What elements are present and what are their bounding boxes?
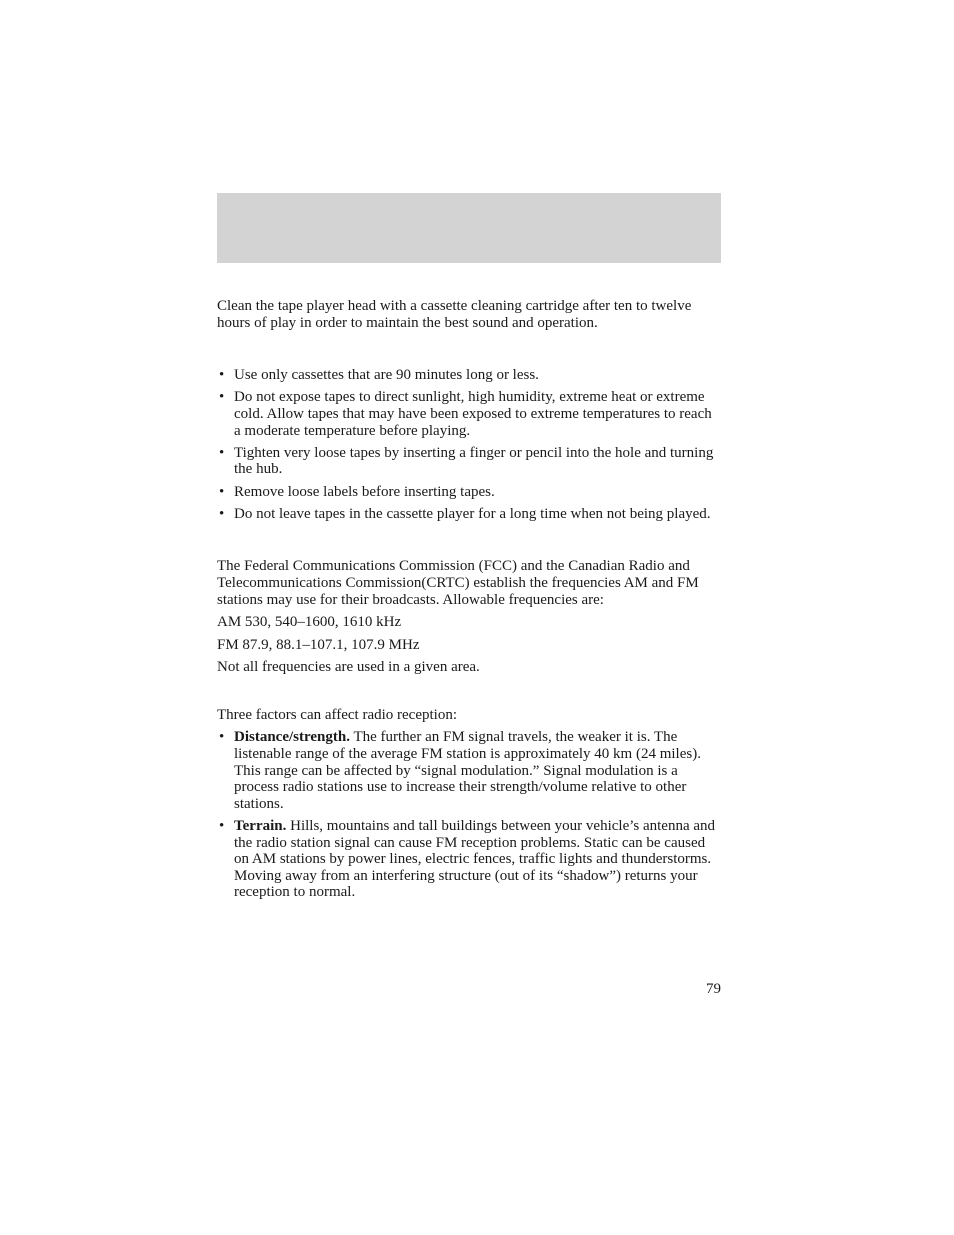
list-item xyxy=(217,818,722,901)
cassette-care-list xyxy=(217,367,722,522)
list-item: • Do not expose tapes to direct sunlight, high humidity, extreme heat or extreme cold. Allow tapes that may have been exposed to extreme temperatures to reach a moderate temperature before playing. xyxy=(217,389,722,439)
reception-intro: Three factors can affect radio reception: xyxy=(217,706,457,723)
frequencies-note: Not all frequencies are used in a given area. xyxy=(217,659,480,676)
list-item: • Do not leave tapes in the cassette player for a long time when not being played. xyxy=(217,506,722,523)
list-item: • Tighten very loose tapes by inserting a finger or pencil into the hole and turning the hub. xyxy=(217,445,722,478)
factor-term: Terrain. xyxy=(234,818,287,835)
page-content xyxy=(217,298,722,901)
tape-head-cleaning-paragraph: Clean the tape player head with a cassette cleaning cartridge after ten to twelve hours of play in order to maintain the best sound and operation. xyxy=(217,298,692,331)
factor-term: Distance/strength. xyxy=(234,729,350,746)
factor-text: Hills, mountains and tall buildings between your vehicle’s antenna and the radio station signal can cause FM reception problems. Static can be caused on AM stations by power lines, electric fences, traffic lights and thunderstorms. Moving away from an interfering structure (out of its “shadow”) returns your reception to normal. xyxy=(234,818,716,901)
fm-frequencies: FM 87.9, 88.1–107.1, 107.9 MHz xyxy=(217,636,420,653)
list-item: • Use only cassettes that are 90 minutes long or less. xyxy=(217,367,722,384)
reception-factors-list xyxy=(217,729,722,901)
section-header-band xyxy=(217,193,721,263)
list-item: • Remove loose labels before inserting tapes. xyxy=(217,484,722,501)
page-number: 79 xyxy=(706,981,721,997)
am-frequencies: AM 530, 540–1600, 1610 kHz xyxy=(217,614,402,631)
frequencies-paragraph: The Federal Communications Commission (FCC) and the Canadian Radio and Telecommunications Commission(CRTC) establish the frequencies AM and FM stations may use for their broadcasts. Allowable frequencies are: xyxy=(217,558,699,608)
list-item xyxy=(217,729,722,812)
factor-text: The further an FM signal travels, the weaker it is. The listenable range of the average FM station is approximately 40 km (24 miles). This range can be affected by “signal modulation.” Signal modulation is a process radio stations use to increase their strength/volume relative to other stations. xyxy=(234,729,701,812)
